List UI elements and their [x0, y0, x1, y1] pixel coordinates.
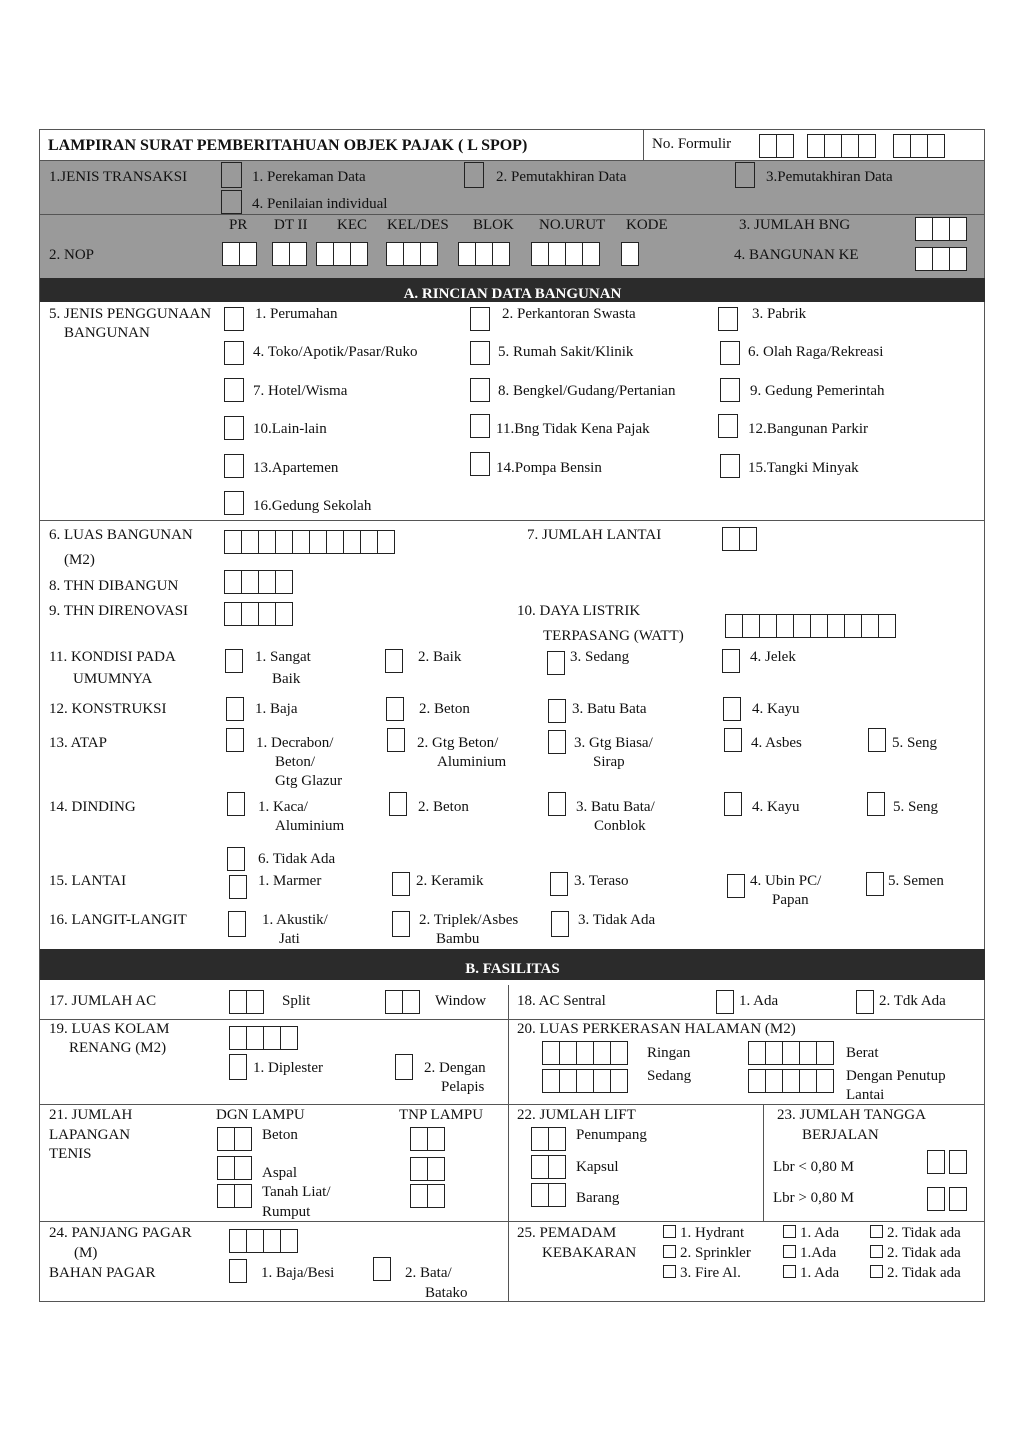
langit-opt-2b: Bambu — [436, 931, 480, 947]
jenis-opt-10: 10.Lain-lain — [253, 421, 327, 437]
fireal-ada-checkbox[interactable] — [783, 1265, 796, 1278]
atap-opt-2b: Aluminium — [437, 754, 507, 770]
dinding-opt-3b: Conblok — [594, 818, 646, 834]
fireal-tidak-checkbox[interactable] — [870, 1265, 883, 1278]
perkerasan-berat-input[interactable] — [748, 1041, 833, 1065]
jenis-opt-7: 7. Hotel/Wisma — [253, 383, 348, 399]
bahan-bata-checkbox[interactable] — [373, 1257, 391, 1281]
sprinkler-option[interactable] — [663, 1244, 751, 1263]
tenis-label-3: TENIS — [49, 1146, 92, 1162]
konstruksi-checkbox-4[interactable] — [723, 697, 741, 721]
nop-dt2-input[interactable] — [272, 242, 306, 266]
konstruksi-checkbox-3[interactable] — [548, 699, 566, 723]
nop-kec-label: KEC — [337, 217, 367, 233]
langit-opt-1: 1. Akustik/ — [262, 912, 328, 928]
luas-bangunan-label: 6. LUAS BANGUNAN — [49, 527, 193, 543]
sprinkler-ada-label: 1.Ada — [800, 1245, 837, 1261]
kondisi-checkbox-1[interactable] — [225, 649, 243, 673]
tenis-beton-dgn-input[interactable] — [217, 1127, 251, 1151]
hydrant-ada-label: 1. Ada — [800, 1225, 840, 1241]
penutup-label: Dengan Penutup — [846, 1068, 946, 1084]
transaksi-checkbox-1[interactable] — [221, 162, 242, 188]
jenis-penggunaan-label-2: BANGUNAN — [64, 325, 150, 341]
kondisi-label: 11. KONDISI PADA — [49, 649, 176, 665]
lantai-checkbox-4[interactable] — [727, 874, 745, 898]
section-b-header: B. FASILITAS — [40, 949, 985, 980]
dinding-opt-4: 4. Kayu — [752, 799, 800, 815]
tenis-beton-label: Beton — [262, 1127, 298, 1143]
hydrant-option[interactable] — [663, 1224, 744, 1243]
dinding-label: 14. DINDING — [49, 799, 136, 815]
jenis-opt-8: 8. Bengkel/Gudang/Pertanian — [498, 383, 676, 399]
konstruksi-opt-4: 4. Kayu — [752, 701, 800, 717]
jenis-checkbox-4[interactable] — [224, 341, 244, 365]
nop-kode-label: KODE — [626, 217, 668, 233]
dgn-lampu-header: DGN LAMPU — [216, 1107, 305, 1123]
lantai-opt-5: 5. Semen — [888, 873, 944, 889]
jenis-checkbox-6[interactable] — [720, 341, 740, 365]
dinding-checkbox-3[interactable] — [548, 792, 566, 816]
kondisi-opt-2: 2. Baik — [418, 649, 462, 665]
jenis-checkbox-2[interactable] — [470, 307, 490, 331]
dengan-pelapis-label: 2. Dengan — [424, 1060, 486, 1076]
jenis-checkbox-11[interactable] — [470, 414, 490, 438]
tenis-aspal-dgn-input[interactable] — [217, 1156, 251, 1180]
jenis-opt-5: 5. Rumah Sakit/Klinik — [498, 344, 634, 360]
perkerasan-sedang-input[interactable] — [542, 1069, 627, 1093]
ac-sentral-ada: 1. Ada — [739, 993, 779, 1009]
no-formulir-label: No. Formulir — [652, 136, 732, 152]
kolam-input[interactable] — [229, 1026, 297, 1050]
dinding-opt-1b: Aluminium — [275, 818, 345, 834]
konstruksi-checkbox-2[interactable] — [386, 697, 404, 721]
jenis-checkbox-10[interactable] — [224, 416, 244, 440]
transaksi-opt-4: 4. Penilaian individual — [252, 196, 388, 212]
perkerasan-label: 20. LUAS PERKERASAN HALAMAN (M2) — [517, 1021, 796, 1037]
langit-checkbox-3[interactable] — [551, 911, 569, 937]
transaksi-label: 1.JENIS TRANSAKSI — [49, 169, 188, 185]
perkerasan-ringan-input[interactable] — [542, 1041, 627, 1065]
jenis-opt-12: 12.Bangunan Parkir — [748, 421, 868, 437]
luas-bangunan-input[interactable] — [224, 530, 394, 554]
hydrant-ada-option[interactable] — [783, 1224, 839, 1243]
tenis-label-2: LAPANGAN — [49, 1127, 131, 1143]
jenis-checkbox-12[interactable] — [718, 414, 738, 438]
diplester-label: 1. Diplester — [253, 1060, 323, 1076]
fireal-option[interactable] — [663, 1264, 741, 1283]
hydrant-tidak-label: 2. Tidak ada — [887, 1225, 961, 1241]
section-a-header: A. RINCIAN DATA BANGUNAN — [40, 278, 985, 302]
pemadam-label-2: KEBAKARAN — [542, 1245, 637, 1261]
jenis-opt-15: 15.Tangki Minyak — [748, 460, 859, 476]
nop-dt2-label: DT II — [274, 217, 308, 233]
jenis-checkbox-16[interactable] — [224, 491, 244, 515]
ac-sentral-label: 18. AC Sentral — [517, 993, 606, 1009]
sprinkler-tidak-label: 2. Tidak ada — [887, 1245, 961, 1261]
lantai-checkbox-5[interactable] — [866, 872, 884, 896]
nop-blok-input[interactable] — [458, 242, 509, 266]
dinding-checkbox-5[interactable] — [867, 792, 885, 816]
nop-keldes-label: KEL/DES — [387, 217, 449, 233]
jenis-checkbox-13[interactable] — [224, 454, 244, 478]
tangga-label-2: BERJALAN — [802, 1127, 879, 1143]
langit-opt-1b: Jati — [279, 931, 300, 947]
transaksi-opt-2: 2. Pemutakhiran Data — [496, 169, 627, 185]
lantai-opt-3: 3. Teraso — [574, 873, 629, 889]
lantai-label: 15. LANTAI — [49, 873, 127, 889]
tangga-label: 23. JUMLAH TANGGA — [777, 1107, 926, 1123]
fireal-ada-label: 1. Ada — [800, 1265, 840, 1281]
sprinkler-ada-option[interactable] — [783, 1244, 836, 1263]
thn-direnovasi-input[interactable] — [224, 602, 292, 626]
nop-kode-input[interactable] — [621, 242, 638, 266]
jenis-opt-14: 14.Pompa Bensin — [496, 460, 602, 476]
lift-kapsul-input[interactable] — [531, 1155, 565, 1179]
jenis-opt-11: 11.Bng Tidak Kena Pajak — [496, 421, 650, 437]
daya-listrik-label: 10. DAYA LISTRIK — [517, 603, 641, 619]
penutup-label-2: Lantai — [846, 1087, 885, 1103]
tenis-tanah-label-2: Rumput — [262, 1204, 311, 1220]
jenis-opt-1: 1. Perumahan — [255, 306, 338, 322]
nop-keldes-input[interactable] — [386, 242, 437, 266]
perkerasan-penutup-input[interactable] — [748, 1069, 833, 1093]
berat-label: Berat — [846, 1045, 879, 1061]
nop-nourut-label: NO.URUT — [539, 217, 606, 233]
nop-label: 2. NOP — [49, 247, 95, 263]
transaksi-checkbox-2[interactable] — [464, 162, 484, 188]
dengan-pelapis-checkbox[interactable] — [395, 1054, 413, 1080]
kondisi-opt-4: 4. Jelek — [750, 649, 796, 665]
dinding-opt-6: 6. Tidak Ada — [258, 851, 336, 867]
lift-barang-input[interactable] — [531, 1183, 565, 1207]
bahan-bata-label-2: Batako — [425, 1285, 468, 1301]
pagar-unit: (M) — [74, 1245, 98, 1261]
daya-listrik-input[interactable] — [725, 614, 895, 638]
atap-opt-3b: Sirap — [593, 754, 625, 770]
jenis-checkbox-15[interactable] — [720, 454, 740, 478]
dengan-pelapis-label-2: Pelapis — [441, 1079, 485, 1095]
bahan-baja-checkbox[interactable] — [229, 1259, 247, 1283]
atap-opt-2: 2. Gtg Beton/ — [417, 735, 499, 751]
lantai-opt-4: 4. Ubin PC/ — [750, 873, 822, 889]
sprinkler-label: 2. Sprinkler — [680, 1245, 751, 1261]
form-title: LAMPIRAN SURAT PEMBERITAHUAN OBJEK PAJAK ( L SPOP) — [48, 137, 528, 154]
fireal-tidak-option[interactable] — [870, 1264, 961, 1283]
bangunan-ke-label: 4. BANGUNAN KE — [734, 247, 859, 263]
tenis-beton-tnp-input[interactable] — [410, 1127, 444, 1151]
fireal-checkbox[interactable] — [663, 1265, 676, 1278]
atap-checkbox-3[interactable] — [548, 730, 566, 754]
transaksi-checkbox-3[interactable] — [735, 162, 755, 188]
jumlah-bng-input[interactable] — [915, 217, 966, 241]
hydrant-checkbox[interactable] — [663, 1225, 676, 1238]
atap-opt-1c: Gtg Glazur — [275, 773, 343, 789]
jenis-opt-13: 13.Apartemen — [253, 460, 339, 476]
jumlah-lantai-input[interactable] — [722, 527, 756, 551]
konstruksi-opt-3: 3. Batu Bata — [572, 701, 647, 717]
tenis-aspal-label: Aspal — [262, 1165, 297, 1181]
thn-dibangun-input[interactable] — [224, 570, 292, 594]
tnp-lampu-header: TNP LAMPU — [399, 1107, 484, 1123]
nop-pr-input[interactable] — [222, 242, 256, 266]
jenis-checkbox-8[interactable] — [470, 378, 490, 402]
konstruksi-checkbox-1[interactable] — [226, 697, 244, 721]
kondisi-label-2: UMUMNYA — [73, 671, 153, 687]
konstruksi-opt-1: 1. Baja — [255, 701, 298, 717]
hydrant-ada-checkbox[interactable] — [783, 1225, 796, 1238]
nop-kec-input[interactable] — [316, 242, 367, 266]
kondisi-checkbox-3[interactable] — [547, 651, 565, 675]
thn-dibangun-label: 8. THN DIBANGUN — [49, 578, 179, 594]
dinding-checkbox-4[interactable] — [724, 792, 742, 816]
dinding-opt-5: 5. Seng — [893, 799, 938, 815]
pemadam-label: 25. PEMADAM — [517, 1225, 617, 1241]
fireal-tidak-label: 2. Tidak ada — [887, 1265, 961, 1281]
nop-pr-label: PR — [229, 217, 248, 233]
thn-direnovasi-label: 9. THN DIRENOVASI — [49, 603, 189, 619]
atap-opt-1: 1. Decrabon/ — [256, 735, 334, 751]
tangga-kecil-input[interactable] — [927, 1150, 966, 1174]
tenis-tanah-tnp-input[interactable] — [410, 1184, 444, 1208]
ac-split-label: Split — [282, 993, 311, 1009]
jenis-opt-9: 9. Gedung Pemerintah — [750, 383, 885, 399]
atap-label: 13. ATAP — [49, 735, 107, 751]
atap-opt-5: 5. Seng — [892, 735, 937, 751]
atap-opt-3: 3. Gtg Biasa/ — [574, 735, 653, 751]
langit-opt-2: 2. Triplek/Asbes — [419, 912, 519, 928]
dinding-opt-3: 3. Batu Bata/ — [576, 799, 655, 815]
lantai-opt-4b: Papan — [772, 892, 809, 908]
konstruksi-label: 12. KONSTRUKSI — [49, 701, 167, 717]
tenis-aspal-tnp-input[interactable] — [410, 1157, 444, 1181]
jenis-penggunaan-label: 5. JENIS PENGGUNAAN — [49, 306, 212, 322]
jenis-checkbox-14[interactable] — [470, 452, 490, 476]
jenis-checkbox-1[interactable] — [224, 307, 244, 331]
tenis-tanah-dgn-input[interactable] — [217, 1184, 251, 1208]
diplester-checkbox[interactable] — [229, 1054, 247, 1080]
dinding-opt-1: 1. Kaca/ — [258, 799, 308, 815]
sprinkler-ada-checkbox[interactable] — [783, 1245, 796, 1258]
pagar-input[interactable] — [229, 1229, 297, 1253]
bahan-baja-label: 1. Baja/Besi — [261, 1265, 335, 1281]
dinding-checkbox-6[interactable] — [227, 847, 245, 871]
tangga-kecil-label: Lbr < 0,80 M — [773, 1159, 854, 1175]
lantai-checkbox-2[interactable] — [392, 872, 410, 896]
langit-checkbox-2[interactable] — [392, 911, 410, 937]
jumlah-ac-label: 17. JUMLAH AC — [49, 993, 157, 1009]
transaksi-opt-1: 1. Perekaman Data — [252, 169, 366, 185]
jenis-opt-2: 2. Perkantoran Swasta — [502, 306, 636, 322]
ac-sentral-ada-checkbox[interactable] — [716, 990, 734, 1014]
bahan-bata-label: 2. Bata/ — [405, 1265, 452, 1281]
jenis-opt-6: 6. Olah Raga/Rekreasi — [748, 344, 884, 360]
ac-sentral-tdk-checkbox[interactable] — [856, 990, 874, 1014]
atap-checkbox-4[interactable] — [724, 728, 742, 752]
hydrant-tidak-checkbox[interactable] — [870, 1225, 883, 1238]
nop-nourut-input[interactable] — [531, 242, 599, 266]
lantai-opt-1: 1. Marmer — [258, 873, 322, 889]
transaksi-opt-3: 3.Pemutakhiran Data — [766, 169, 893, 185]
fireal-ada-option[interactable] — [783, 1264, 839, 1283]
tenis-tanah-label: Tanah Liat/ — [262, 1184, 331, 1200]
kondisi-checkbox-2[interactable] — [385, 649, 403, 673]
konstruksi-opt-2: 2. Beton — [419, 701, 470, 717]
lift-penumpang-label: Penumpang — [576, 1127, 647, 1143]
lantai-checkbox-1[interactable] — [229, 875, 247, 899]
jenis-checkbox-5[interactable] — [470, 341, 490, 365]
nop-blok-label: BLOK — [473, 217, 514, 233]
jenis-opt-16: 16.Gedung Sekolah — [253, 498, 372, 514]
dinding-checkbox-2[interactable] — [389, 792, 407, 816]
transaksi-checkbox-4[interactable] — [221, 190, 242, 214]
jenis-opt-4: 4. Toko/Apotik/Pasar/Ruko — [253, 344, 418, 360]
langit-checkbox-1[interactable] — [228, 911, 246, 937]
pagar-label: 24. PANJANG PAGAR — [49, 1225, 192, 1241]
kondisi-opt-3: 3. Sedang — [570, 649, 630, 665]
sprinkler-tidak-option[interactable] — [870, 1244, 961, 1263]
lantai-opt-2: 2. Keramik — [416, 873, 484, 889]
dinding-opt-2: 2. Beton — [418, 799, 469, 815]
hydrant-tidak-option[interactable] — [870, 1224, 961, 1243]
jenis-checkbox-7[interactable] — [224, 378, 244, 402]
ac-sentral-tdk-ada: 2. Tdk Ada — [879, 993, 946, 1009]
atap-checkbox-2[interactable] — [387, 728, 405, 752]
sedang-label: Sedang — [647, 1068, 692, 1084]
bahan-pagar-label: BAHAN PAGAR — [49, 1265, 156, 1281]
lift-kapsul-label: Kapsul — [576, 1159, 619, 1175]
tenis-label: 21. JUMLAH — [49, 1107, 133, 1123]
atap-checkbox-1[interactable] — [226, 728, 244, 752]
ac-split-input[interactable] — [229, 990, 263, 1014]
jumlah-lantai-label: 7. JUMLAH LANTAI — [527, 527, 662, 543]
kondisi-opt-1: 1. Sangat — [255, 649, 311, 665]
lift-penumpang-input[interactable] — [531, 1127, 565, 1151]
tangga-besar-input[interactable] — [927, 1187, 966, 1211]
langit-langit-label: 16. LANGIT-LANGIT — [49, 912, 187, 928]
jenis-opt-3: 3. Pabrik — [752, 306, 807, 322]
lantai-checkbox-3[interactable] — [550, 872, 568, 896]
atap-opt-1b: Beton/ — [275, 754, 315, 770]
hydrant-label: 1. Hydrant — [680, 1225, 745, 1241]
langit-opt-3: 3. Tidak Ada — [578, 912, 656, 928]
tangga-besar-label: Lbr > 0,80 M — [773, 1190, 854, 1206]
ac-window-label: Window — [435, 993, 487, 1009]
sprinkler-checkbox[interactable] — [663, 1245, 676, 1258]
sprinkler-tidak-checkbox[interactable] — [870, 1245, 883, 1258]
atap-opt-4: 4. Asbes — [751, 735, 802, 751]
kondisi-checkbox-4[interactable] — [722, 649, 740, 673]
kolam-label-2: RENANG (M2) — [69, 1040, 167, 1056]
lift-barang-label: Barang — [576, 1190, 620, 1206]
daya-listrik-label-2: TERPASANG (WATT) — [543, 628, 684, 644]
ac-window-input[interactable] — [385, 990, 419, 1014]
lift-label: 22. JUMLAH LIFT — [517, 1107, 636, 1123]
dinding-checkbox-1[interactable] — [227, 792, 245, 816]
jumlah-bng-label: 3. JUMLAH BNG — [739, 217, 851, 233]
atap-checkbox-5[interactable] — [868, 728, 886, 752]
kolam-label: 19. LUAS KOLAM — [49, 1021, 170, 1037]
fireal-label: 3. Fire Al. — [680, 1265, 741, 1281]
bangunan-ke-input[interactable] — [915, 247, 966, 271]
kondisi-opt-1b: Baik — [272, 671, 301, 687]
jenis-checkbox-9[interactable] — [720, 378, 740, 402]
jenis-checkbox-3[interactable] — [718, 307, 738, 331]
ringan-label: Ringan — [647, 1045, 691, 1061]
luas-bangunan-unit: (M2) — [64, 552, 95, 568]
